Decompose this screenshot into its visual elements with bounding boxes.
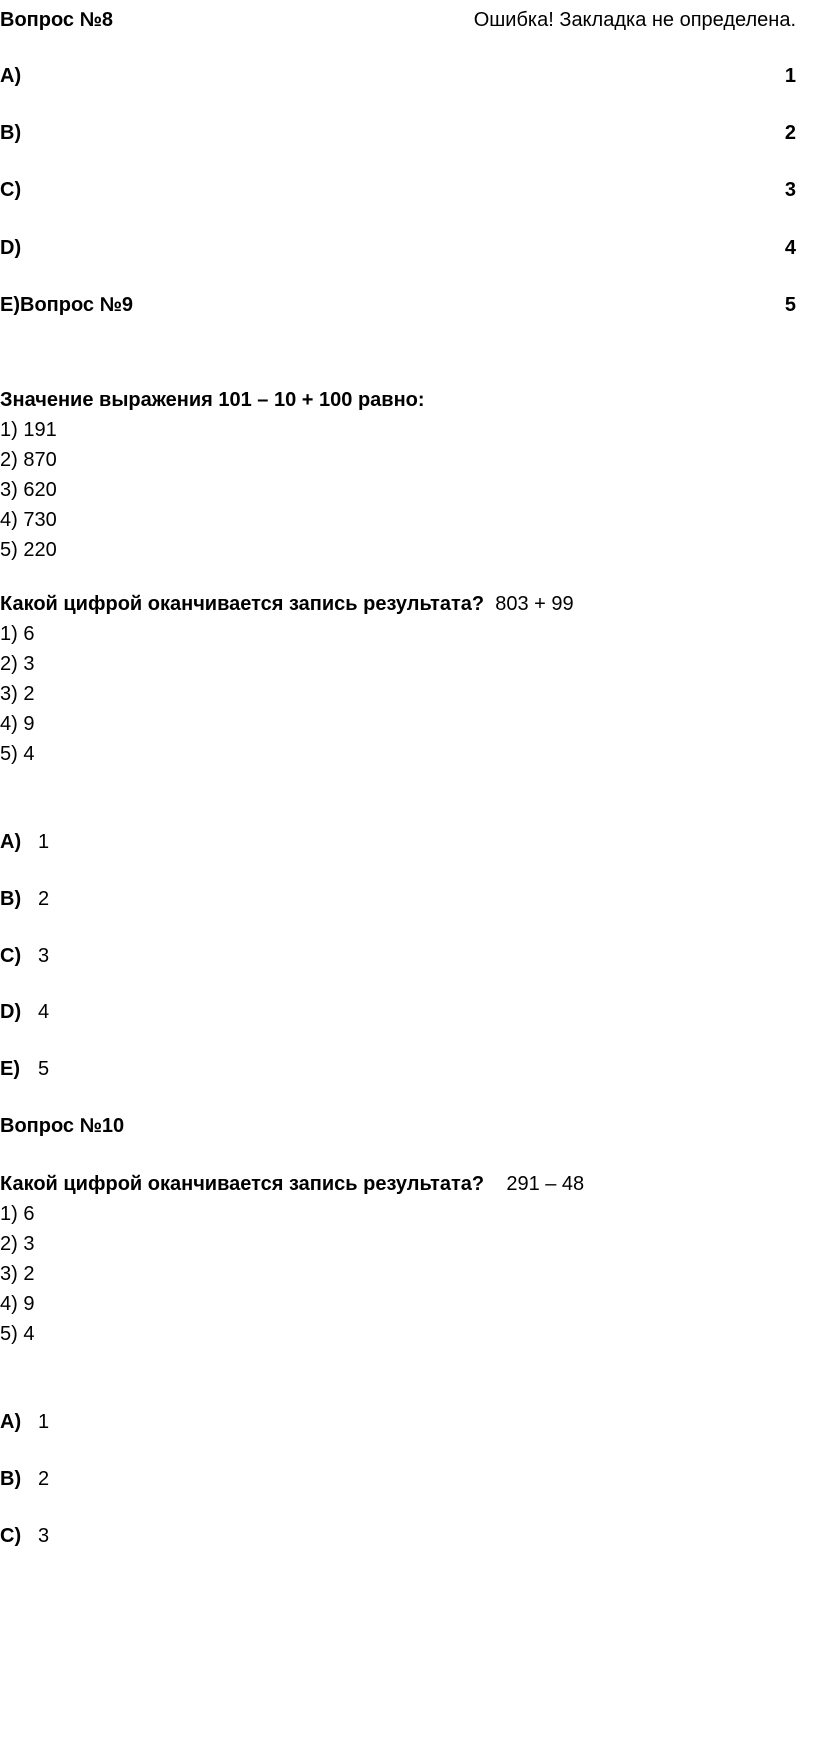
option-item: 1) 6	[0, 1203, 35, 1225]
option-item: 4) 9	[0, 1293, 35, 1315]
answer-row	[0, 1467, 120, 1491]
answer-row	[0, 887, 120, 911]
toc-row-label: A)	[0, 65, 22, 87]
toc-row-label: C)	[0, 179, 22, 201]
option-item: 2) 870	[0, 449, 57, 471]
answer-value: 1	[38, 831, 50, 853]
bookmark-error-text: Ошибка! Закладка не определена.	[473, 9, 796, 31]
answer-value: 1	[38, 1411, 50, 1433]
toc-row-page: 1	[784, 65, 796, 87]
answer-label: A)	[0, 1411, 22, 1433]
answer-label: D)	[0, 1001, 22, 1023]
answer-value: 3	[38, 1525, 50, 1547]
option-item: 3) 620	[0, 479, 57, 501]
q9-question-2	[0, 592, 574, 616]
answer-value: 4	[38, 1001, 50, 1023]
option-item: 5) 4	[0, 1323, 35, 1345]
option-item: 3) 2	[0, 1263, 35, 1285]
answer-label: B)	[0, 1468, 22, 1490]
answer-value: 2	[38, 888, 50, 910]
q8-title: Вопрос №8	[0, 9, 114, 31]
answer-row	[0, 1524, 120, 1548]
q10-title: Вопрос №10	[0, 1115, 125, 1137]
answer-value: 5	[38, 1058, 50, 1080]
toc-row-page: 4	[784, 237, 796, 259]
q10-question	[0, 1172, 584, 1196]
option-item: 5) 4	[0, 743, 35, 765]
answer-row	[0, 830, 120, 854]
answer-label: E)	[0, 1058, 20, 1080]
answer-label: B)	[0, 888, 22, 910]
option-item: 2) 3	[0, 1233, 35, 1255]
toc-row-label: E)Вопрос №9	[0, 294, 134, 316]
question-text: Какой цифрой оканчивается запись результата?	[0, 1173, 485, 1195]
answer-label: C)	[0, 945, 22, 967]
toc-row-label: B)	[0, 122, 22, 144]
option-item: 1) 6	[0, 623, 35, 645]
answer-row	[0, 944, 120, 968]
option-item: 4) 9	[0, 713, 35, 735]
option-item: 1) 191	[0, 419, 57, 441]
option-item: 4) 730	[0, 509, 57, 531]
answer-row	[0, 1057, 120, 1081]
option-item: 5) 220	[0, 539, 57, 561]
question-text: Какой цифрой оканчивается запись результата?	[0, 593, 485, 615]
q9-question-1: Значение выражения 101 – 10 + 100 равно:	[0, 389, 425, 411]
toc-row-label: D)	[0, 237, 22, 259]
option-item: 2) 3	[0, 653, 35, 675]
answer-row	[0, 1410, 120, 1434]
question-expression: 291 – 48	[506, 1173, 585, 1195]
answer-value: 3	[38, 945, 50, 967]
toc-row-page: 5	[784, 294, 796, 316]
answer-value: 2	[38, 1468, 50, 1490]
answer-row	[0, 1000, 120, 1024]
answer-label: C)	[0, 1525, 22, 1547]
toc-row-page: 2	[784, 122, 796, 144]
question-expression: 803 + 99	[495, 593, 574, 615]
toc-row-page: 3	[784, 179, 796, 201]
option-item: 3) 2	[0, 683, 35, 705]
answer-label: A)	[0, 831, 22, 853]
